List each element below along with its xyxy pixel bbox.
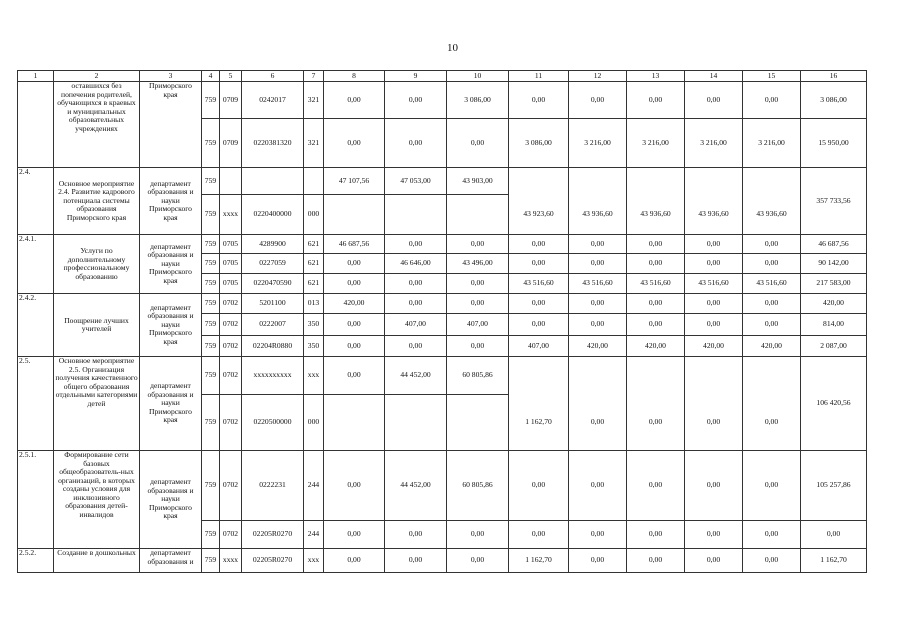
table-row [18, 549, 867, 573]
header-cell: 11 [509, 71, 569, 82]
value-cell: 0,00 [685, 549, 743, 573]
code-cell: 759 [202, 168, 220, 195]
value-cell: 0,00 [509, 235, 569, 254]
value-cell: 3 216,00 [743, 119, 801, 168]
code-cell [220, 168, 242, 195]
value-cell: 0,00 [509, 294, 569, 314]
value-cell: 0,00 [685, 314, 743, 336]
row-executor: департамент образования и науки Приморского края [140, 235, 202, 294]
value-cell: 0,00 [685, 294, 743, 314]
code-cell: 0705 [220, 274, 242, 294]
value-cell: 46 687,56 [801, 235, 867, 254]
row-executor: Приморского края [140, 82, 202, 168]
code-cell: 000 [304, 195, 324, 235]
value-cell: 3 216,00 [627, 119, 685, 168]
code-cell: 02205R0270 [242, 549, 304, 573]
value-cell: 407,00 [385, 314, 447, 336]
empty-cell [447, 195, 509, 235]
value-cell: 0,00 [743, 521, 801, 549]
value-cell: 60 805,86 [447, 451, 509, 521]
code-cell: xxxx [220, 195, 242, 235]
empty-cell [685, 357, 743, 395]
code-cell: 0220470590 [242, 274, 304, 294]
value-cell: 420,00 [324, 294, 385, 314]
value-cell: 0,00 [569, 294, 627, 314]
empty-cell [743, 168, 801, 195]
value-cell: 0,00 [743, 314, 801, 336]
value-cell: 15 950,00 [801, 119, 867, 168]
row-name: Формирование сети базовых общеобразователь-ных организаций, в которых созданы условия для инклюзивного образования детей-инвалидов [54, 451, 140, 549]
row-name: оставшихся без попечения родителей, обучающихся в краевых и муниципальных образовательных учреждениях [54, 82, 140, 168]
value-cell: 420,00 [743, 336, 801, 357]
empty-cell [627, 357, 685, 395]
value-cell: 47 053,00 [385, 168, 447, 195]
code-cell: 244 [304, 521, 324, 549]
header-cell: 9 [385, 71, 447, 82]
value-cell: 43 516,60 [569, 274, 627, 294]
value-cell: 0,00 [743, 294, 801, 314]
empty-cell [509, 357, 569, 395]
value-cell: 0,00 [627, 254, 685, 274]
value-cell: 43 936,60 [685, 195, 743, 235]
empty-cell [569, 357, 627, 395]
value-cell: 0,00 [385, 235, 447, 254]
empty-cell [743, 357, 801, 395]
value-cell: 0,00 [569, 451, 627, 521]
value-cell: 0,00 [685, 235, 743, 254]
value-cell: 0,00 [324, 451, 385, 521]
value-cell: 0,00 [743, 235, 801, 254]
value-cell: 43 496,00 [447, 254, 509, 274]
value-cell: 814,00 [801, 314, 867, 336]
header-cell: 5 [220, 71, 242, 82]
value-cell: 407,00 [509, 336, 569, 357]
code-cell [242, 168, 304, 195]
page-number: 10 [447, 42, 458, 54]
value-cell: 0,00 [324, 314, 385, 336]
row-index: 2.5.1. [18, 451, 54, 549]
code-cell: 759 [202, 451, 220, 521]
value-cell: 3 086,00 [801, 82, 867, 119]
value-cell: 0,00 [385, 294, 447, 314]
header-cell: 16 [801, 71, 867, 82]
code-cell: 0702 [220, 336, 242, 357]
code-cell: 0702 [220, 521, 242, 549]
value-cell: 0,00 [324, 82, 385, 119]
header-row [18, 71, 867, 82]
code-cell [304, 168, 324, 195]
code-cell: 350 [304, 314, 324, 336]
table-row [18, 235, 867, 254]
total-cell: 106 420,56 [801, 357, 867, 451]
table-row [18, 294, 867, 314]
value-cell: 90 142,00 [801, 254, 867, 274]
value-cell: 0,00 [324, 357, 385, 395]
value-cell: 43 936,60 [627, 195, 685, 235]
code-cell: 321 [304, 82, 324, 119]
value-cell: 420,00 [801, 294, 867, 314]
row-name: Поощрение лучших учителей [54, 294, 140, 357]
empty-cell [385, 395, 447, 451]
code-cell: 0702 [220, 294, 242, 314]
code-cell: 0220381320 [242, 119, 304, 168]
value-cell: 0,00 [627, 314, 685, 336]
value-cell: 43 936,60 [743, 195, 801, 235]
code-cell: 759 [202, 294, 220, 314]
value-cell: 1 162,70 [801, 549, 867, 573]
code-cell: xxxx [220, 549, 242, 573]
value-cell: 0,00 [569, 314, 627, 336]
code-cell: 759 [202, 395, 220, 451]
value-cell: 0,00 [385, 274, 447, 294]
value-cell: 0,00 [743, 254, 801, 274]
value-cell: 3 086,00 [509, 119, 569, 168]
code-cell: 5201100 [242, 294, 304, 314]
row-executor: департамент образования и науки Приморского края [140, 168, 202, 235]
table-row [18, 82, 867, 119]
code-cell: 321 [304, 119, 324, 168]
value-cell: 0,00 [447, 274, 509, 294]
value-cell: 0,00 [385, 119, 447, 168]
value-cell: 0,00 [324, 521, 385, 549]
value-cell: 0,00 [324, 119, 385, 168]
value-cell: 0,00 [685, 82, 743, 119]
value-cell: 1 162,70 [509, 549, 569, 573]
value-cell: 0,00 [324, 549, 385, 573]
value-cell: 420,00 [569, 336, 627, 357]
header-cell: 7 [304, 71, 324, 82]
table-row [18, 168, 867, 195]
value-cell: 43 936,60 [569, 195, 627, 235]
value-cell: 0,00 [627, 521, 685, 549]
row-executor: департамент образования и науки Приморского края [140, 357, 202, 451]
total-cell: 357 733,56 [801, 168, 867, 235]
code-cell: 0242017 [242, 82, 304, 119]
empty-cell [569, 168, 627, 195]
value-cell: 0,00 [447, 336, 509, 357]
header-cell: 10 [447, 71, 509, 82]
value-cell: 0,00 [447, 521, 509, 549]
row-executor: департамент образования и науки Приморского края [140, 294, 202, 357]
code-cell: 759 [202, 549, 220, 573]
code-cell: 759 [202, 336, 220, 357]
value-cell: 0,00 [627, 235, 685, 254]
code-cell: 013 [304, 294, 324, 314]
row-executor: департамент образования и науки Приморского края [140, 451, 202, 549]
row-name: Основное мероприятие 2.5. Организация получения качественного общего образования отдельными категориями детей [54, 357, 140, 451]
header-cell: 14 [685, 71, 743, 82]
value-cell: 0,00 [627, 451, 685, 521]
value-cell: 0,00 [685, 451, 743, 521]
code-cell: 244 [304, 451, 324, 521]
table-row [18, 357, 867, 395]
value-cell: 0,00 [685, 254, 743, 274]
value-cell: 43 903,00 [447, 168, 509, 195]
value-cell: 420,00 [685, 336, 743, 357]
value-cell: 0,00 [627, 395, 685, 451]
code-cell: 02204R0880 [242, 336, 304, 357]
value-cell: 0,00 [743, 395, 801, 451]
value-cell: 0,00 [569, 82, 627, 119]
value-cell: 0,00 [569, 395, 627, 451]
value-cell: 0,00 [509, 254, 569, 274]
empty-cell [685, 168, 743, 195]
header-cell: 13 [627, 71, 685, 82]
value-cell: 0,00 [627, 82, 685, 119]
value-cell: 0,00 [447, 119, 509, 168]
row-index: 2.4.2. [18, 294, 54, 357]
value-cell: 0,00 [447, 235, 509, 254]
row-index: 2.5. [18, 357, 54, 451]
value-cell: 0,00 [385, 336, 447, 357]
value-cell: 0,00 [385, 521, 447, 549]
code-cell: 0227059 [242, 254, 304, 274]
code-cell: 0709 [220, 119, 242, 168]
value-cell: 0,00 [569, 254, 627, 274]
value-cell: 0,00 [569, 521, 627, 549]
row-index [18, 82, 54, 168]
header-cell: 3 [140, 71, 202, 82]
value-cell: 0,00 [447, 549, 509, 573]
value-cell: 0,00 [627, 549, 685, 573]
code-cell: 759 [202, 119, 220, 168]
value-cell: 0,00 [743, 451, 801, 521]
value-cell: 0,00 [324, 336, 385, 357]
header-cell: 1 [18, 71, 54, 82]
row-name: Создание в дошкольных [54, 549, 140, 573]
code-cell: 0702 [220, 395, 242, 451]
header-cell: 8 [324, 71, 385, 82]
value-cell: 0,00 [743, 82, 801, 119]
header-cell: 4 [202, 71, 220, 82]
row-index: 2.4. [18, 168, 54, 235]
value-cell: 0,00 [509, 451, 569, 521]
value-cell: 47 107,56 [324, 168, 385, 195]
value-cell: 0,00 [509, 521, 569, 549]
empty-cell [385, 195, 447, 235]
value-cell: 3 216,00 [569, 119, 627, 168]
code-cell: 759 [202, 235, 220, 254]
row-index: 2.4.1. [18, 235, 54, 294]
value-cell: 217 583,00 [801, 274, 867, 294]
value-cell: 0,00 [385, 549, 447, 573]
row-name: Основное мероприятие 2.4. Развитие кадрового потенциала системы образования Приморского края [54, 168, 140, 235]
value-cell: 0,00 [685, 521, 743, 549]
code-cell: 759 [202, 314, 220, 336]
value-cell: 0,00 [385, 82, 447, 119]
value-cell: 0,00 [569, 235, 627, 254]
empty-cell [509, 168, 569, 195]
header-cell: 15 [743, 71, 801, 82]
value-cell: 2 087,00 [801, 336, 867, 357]
value-cell: 105 257,86 [801, 451, 867, 521]
code-cell: 0222231 [242, 451, 304, 521]
code-cell: 759 [202, 274, 220, 294]
empty-cell [447, 395, 509, 451]
row-executor: департамент образования и [140, 549, 202, 573]
header-cell: 2 [54, 71, 140, 82]
row-index: 2.5.2. [18, 549, 54, 573]
code-cell: 0702 [220, 314, 242, 336]
value-cell: 0,00 [324, 274, 385, 294]
empty-cell [324, 195, 385, 235]
value-cell: 0,00 [509, 314, 569, 336]
code-cell: 0702 [220, 357, 242, 395]
value-cell: 1 162,70 [509, 395, 569, 451]
code-cell: 0705 [220, 254, 242, 274]
value-cell: 407,00 [447, 314, 509, 336]
code-cell: 759 [202, 254, 220, 274]
value-cell: 0,00 [743, 549, 801, 573]
value-cell: 420,00 [627, 336, 685, 357]
header-cell: 6 [242, 71, 304, 82]
code-cell: 000 [304, 395, 324, 451]
code-cell: 759 [202, 357, 220, 395]
value-cell: 0,00 [447, 294, 509, 314]
value-cell: 0,00 [509, 82, 569, 119]
code-cell: 350 [304, 336, 324, 357]
value-cell: 0,00 [627, 294, 685, 314]
value-cell: 44 452,00 [385, 451, 447, 521]
value-cell: 46 687,56 [324, 235, 385, 254]
value-cell: 0,00 [685, 395, 743, 451]
budget-table [17, 70, 867, 573]
code-cell: 621 [304, 254, 324, 274]
value-cell: 60 805,86 [447, 357, 509, 395]
empty-cell [627, 168, 685, 195]
value-cell: 3 086,00 [447, 82, 509, 119]
code-cell: 759 [202, 195, 220, 235]
value-cell: 43 516,60 [743, 274, 801, 294]
code-cell: 0702 [220, 451, 242, 521]
value-cell: 3 216,00 [685, 119, 743, 168]
code-cell: 0705 [220, 235, 242, 254]
code-cell: 621 [304, 235, 324, 254]
code-cell: 0220400000 [242, 195, 304, 235]
row-name: Услуги по дополнительному профессиональному образованию [54, 235, 140, 294]
code-cell: xxx [304, 357, 324, 395]
code-cell: 759 [202, 82, 220, 119]
value-cell: 43 516,60 [509, 274, 569, 294]
value-cell: 43 516,60 [685, 274, 743, 294]
code-cell: 0222007 [242, 314, 304, 336]
header-cell: 12 [569, 71, 627, 82]
code-cell: 0709 [220, 82, 242, 119]
code-cell: xxxxxxxxxx [242, 357, 304, 395]
value-cell: 44 452,00 [385, 357, 447, 395]
code-cell: 621 [304, 274, 324, 294]
value-cell: 43 516,60 [627, 274, 685, 294]
value-cell: 0,00 [569, 549, 627, 573]
value-cell: 46 646,00 [385, 254, 447, 274]
code-cell: 02205R0270 [242, 521, 304, 549]
code-cell: 759 [202, 521, 220, 549]
value-cell: 43 923,60 [509, 195, 569, 235]
code-cell: xxx [304, 549, 324, 573]
code-cell: 4289900 [242, 235, 304, 254]
value-cell: 0,00 [324, 254, 385, 274]
table-row [18, 451, 867, 521]
code-cell: 0220500000 [242, 395, 304, 451]
empty-cell [324, 395, 385, 451]
value-cell: 0,00 [801, 521, 867, 549]
